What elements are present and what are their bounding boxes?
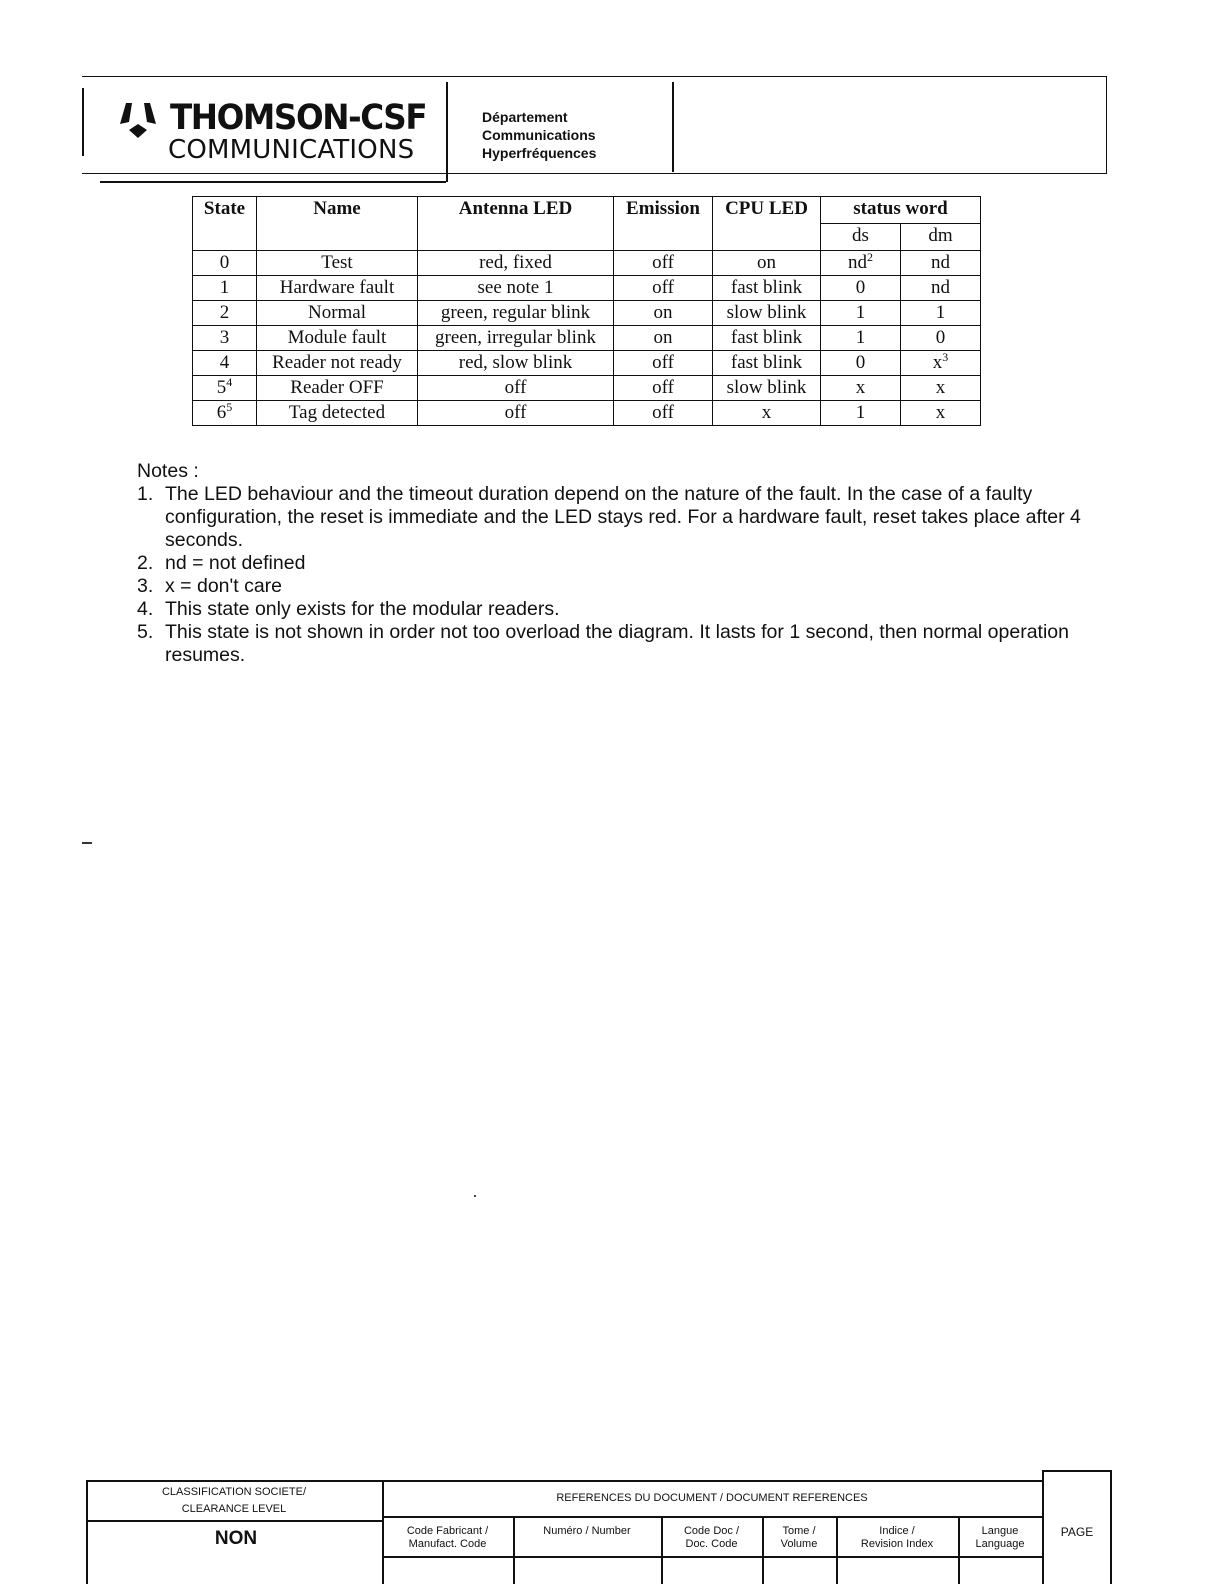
cell-name xyxy=(257,301,418,326)
cell-state-value: 4 xyxy=(219,352,230,373)
cell-dm xyxy=(901,326,981,351)
footnote-marker: 2 xyxy=(867,250,873,264)
table-row xyxy=(193,376,981,401)
cell-state xyxy=(193,401,257,426)
cell-antenna-led-value: green, irregular blink xyxy=(435,327,596,348)
col-label: Code Fabricant / xyxy=(406,1525,489,1537)
cell-dm xyxy=(901,376,981,401)
col-label: Manufact. Code xyxy=(408,1538,487,1550)
scan-speck xyxy=(82,842,92,844)
cell-name-value: Normal xyxy=(307,302,367,323)
cell-dm-value: x xyxy=(935,402,946,423)
table-row xyxy=(193,251,981,276)
note-item xyxy=(137,621,1122,667)
classification-value: NON xyxy=(214,1528,258,1549)
col-manufact-code xyxy=(382,1525,513,1551)
cell-cpu-led xyxy=(713,276,821,301)
col-label: Revision Index xyxy=(860,1538,934,1550)
header-state: State xyxy=(193,197,257,251)
notes-title: Notes : xyxy=(137,460,199,482)
state-table xyxy=(192,196,981,426)
note-item xyxy=(137,598,1122,621)
clearance-label: CLEARANCE LEVEL xyxy=(181,1503,287,1515)
header-name: Name xyxy=(257,197,418,251)
cell-state-value: 0 xyxy=(219,252,230,273)
department-line: Communications xyxy=(482,127,596,143)
cell-name xyxy=(257,326,418,351)
col-number xyxy=(513,1525,661,1538)
cell-name-value: Hardware fault xyxy=(279,277,395,298)
cell-name xyxy=(257,376,418,401)
document-footer xyxy=(86,1470,1112,1584)
cell-dm-value: nd xyxy=(931,277,950,298)
cell-dm-value: nd xyxy=(931,252,950,273)
note-item xyxy=(137,575,1122,598)
company-name: THOMSON-CSF xyxy=(170,98,427,138)
cell-antenna-led xyxy=(418,301,614,326)
footer-rule xyxy=(382,1516,1042,1518)
cell-cpu-led xyxy=(713,301,821,326)
footer-rule xyxy=(86,1480,1042,1482)
cell-dm-value: 1 xyxy=(935,302,946,323)
cell-ds-value: nd xyxy=(848,252,867,273)
col-volume xyxy=(762,1525,836,1551)
cell-cpu-led xyxy=(713,251,821,276)
note-text: x = don't care xyxy=(165,575,282,597)
cell-ds-value: 0 xyxy=(855,277,866,298)
notes-section xyxy=(137,460,1122,667)
col-label: Numéro / Number xyxy=(543,1525,631,1537)
classification-label: CLASSIFICATION SOCIETE/ xyxy=(161,1486,307,1498)
cell-cpu-led xyxy=(713,401,821,426)
footnote-marker: 4 xyxy=(226,375,233,389)
notes-list xyxy=(137,483,1122,667)
cell-cpu-led-value: fast blink xyxy=(730,327,803,348)
company-division: COMMUNICATIONS xyxy=(168,135,415,165)
col-label: Volume xyxy=(780,1538,818,1550)
cell-dm xyxy=(901,251,981,276)
cell-antenna-led xyxy=(418,326,614,351)
cell-name xyxy=(257,251,418,276)
table-row xyxy=(193,401,981,426)
col-label: Doc. Code xyxy=(685,1538,738,1550)
note-number: 5. xyxy=(137,621,154,643)
cell-name-value: Reader OFF xyxy=(290,377,384,398)
cell-antenna-led xyxy=(418,351,614,376)
table-row xyxy=(193,351,981,376)
cell-antenna-led xyxy=(418,376,614,401)
note-number: 3. xyxy=(137,575,154,597)
cell-antenna-led-value: off xyxy=(504,377,527,398)
page-label: PAGE xyxy=(1060,1525,1094,1539)
cell-antenna-led-value: red, fixed xyxy=(479,252,552,273)
col-revision-index xyxy=(836,1525,958,1551)
cell-state-value: 1 xyxy=(219,277,230,298)
cell-antenna-led-value: see note 1 xyxy=(477,277,554,298)
cell-state xyxy=(193,251,257,276)
footer-rule xyxy=(382,1556,1042,1558)
note-number: 4. xyxy=(137,598,154,620)
cell-cpu-led-value: fast blink xyxy=(730,352,803,373)
cell-cpu-led xyxy=(713,351,821,376)
header-emission: Emission xyxy=(614,197,713,251)
cell-dm xyxy=(901,351,981,376)
cell-dm xyxy=(901,276,981,301)
header-bottom-rule xyxy=(100,181,446,183)
department-line: Hyperfréquences xyxy=(482,145,597,161)
cell-antenna-led xyxy=(418,401,614,426)
col-label: Code Doc / xyxy=(683,1525,740,1537)
col-doc-code xyxy=(661,1525,762,1551)
cell-ds-value: 1 xyxy=(855,302,866,323)
cell-name-value: Test xyxy=(321,252,353,273)
cell-ds-value: 0 xyxy=(855,352,866,373)
cell-name xyxy=(257,351,418,376)
header-dm: dm xyxy=(901,224,981,251)
cell-cpu-led-value: on xyxy=(757,252,776,273)
cell-state-value: 2 xyxy=(219,302,230,323)
cell-ds-value: 1 xyxy=(855,327,866,348)
cell-name-value: Reader not ready xyxy=(272,352,402,373)
header-divider xyxy=(672,82,674,172)
note-item xyxy=(137,483,1122,552)
cell-emission xyxy=(614,276,713,301)
cell-antenna-led xyxy=(418,251,614,276)
cell-name-value: Module fault xyxy=(287,327,387,348)
cell-cpu-led-value: x xyxy=(761,402,772,423)
department-line: Département xyxy=(482,109,568,125)
cell-state xyxy=(193,376,257,401)
cell-emission xyxy=(614,326,713,351)
header-cpu-led: CPU LED xyxy=(713,197,821,251)
scan-speck xyxy=(474,1195,476,1197)
cell-ds xyxy=(821,251,901,276)
cell-ds xyxy=(821,301,901,326)
cell-state xyxy=(193,301,257,326)
table-row xyxy=(193,301,981,326)
cell-emission-value: off xyxy=(652,252,674,273)
header-divider xyxy=(446,82,448,182)
cell-state xyxy=(193,326,257,351)
cell-dm-value: x xyxy=(935,377,946,398)
cell-ds xyxy=(821,401,901,426)
cell-state-value: 6 xyxy=(216,402,227,423)
cell-dm xyxy=(901,401,981,426)
cell-name-value: Tag detected xyxy=(288,402,386,423)
cell-state-value: 3 xyxy=(219,327,230,348)
cell-emission xyxy=(614,376,713,401)
cell-state xyxy=(193,351,257,376)
cell-ds xyxy=(821,276,901,301)
cell-emission xyxy=(614,251,713,276)
cell-cpu-led-value: slow blink xyxy=(726,302,807,323)
footer-rule xyxy=(86,1520,382,1522)
cell-emission-value: on xyxy=(653,302,673,323)
cell-ds-value: 1 xyxy=(855,402,866,423)
cell-emission xyxy=(614,401,713,426)
cell-emission xyxy=(614,351,713,376)
cell-emission-value: off xyxy=(652,402,674,423)
note-text: This state only exists for the modular readers. xyxy=(165,598,560,620)
cell-antenna-led-value: red, slow blink xyxy=(458,352,573,373)
cell-antenna-led-value: off xyxy=(504,402,527,423)
note-number: 2. xyxy=(137,552,154,574)
note-text: The LED behaviour and the timeout duration depend on the nature of the fault. In the case of a faulty configuration, the reset is immediate and the LED stays red. For a hardware fault, reset takes place after 4 seconds. xyxy=(165,483,1081,551)
col-label: Indice / xyxy=(879,1525,915,1537)
note-item xyxy=(137,552,1122,575)
cell-antenna-led xyxy=(418,276,614,301)
cell-cpu-led-value: fast blink xyxy=(730,277,803,298)
cell-emission-value: off xyxy=(652,377,674,398)
note-text: This state is not shown in order not too overload the diagram. It lasts for 1 second, then normal operation resumes. xyxy=(165,621,1069,666)
col-label: Tome / xyxy=(782,1525,816,1537)
cell-emission xyxy=(614,301,713,326)
references-title: REFERENCES DU DOCUMENT / DOCUMENT REFERENCES xyxy=(556,1492,868,1504)
cell-ds-value: x xyxy=(855,377,866,398)
header-status-word: status word xyxy=(821,197,981,224)
header-antenna-led: Antenna LED xyxy=(418,197,614,251)
footnote-marker: 5 xyxy=(226,400,233,414)
cell-state xyxy=(193,276,257,301)
footnote-marker: 3 xyxy=(942,350,949,364)
cell-ds xyxy=(821,351,901,376)
cell-state-value: 5 xyxy=(216,377,227,398)
cell-dm xyxy=(901,301,981,326)
state-table-body xyxy=(193,251,981,426)
cell-dm-value: x xyxy=(932,352,943,373)
cell-emission-value: off xyxy=(652,352,674,373)
cell-dm-value: 0 xyxy=(935,327,946,348)
cell-cpu-led-value: slow blink xyxy=(726,377,807,398)
cell-name xyxy=(257,276,418,301)
cell-emission-value: off xyxy=(652,277,674,298)
footer-rule xyxy=(1042,1470,1112,1472)
note-text: nd = not defined xyxy=(165,552,306,574)
cell-emission-value: on xyxy=(653,327,673,348)
cell-cpu-led xyxy=(713,326,821,351)
cell-ds xyxy=(821,326,901,351)
cell-antenna-led-value: green, regular blink xyxy=(440,302,591,323)
header-left-rule xyxy=(82,88,84,156)
col-label: Langue xyxy=(981,1525,1019,1537)
note-number: 1. xyxy=(137,483,154,505)
cell-name xyxy=(257,401,418,426)
department-block xyxy=(482,108,596,162)
cell-cpu-led xyxy=(713,376,821,401)
table-row xyxy=(193,326,981,351)
header-ds: ds xyxy=(821,224,901,251)
thomson-logo-icon xyxy=(116,100,160,140)
cell-ds xyxy=(821,376,901,401)
col-label: Language xyxy=(975,1538,1025,1550)
col-language xyxy=(958,1525,1042,1551)
table-row xyxy=(193,276,981,301)
